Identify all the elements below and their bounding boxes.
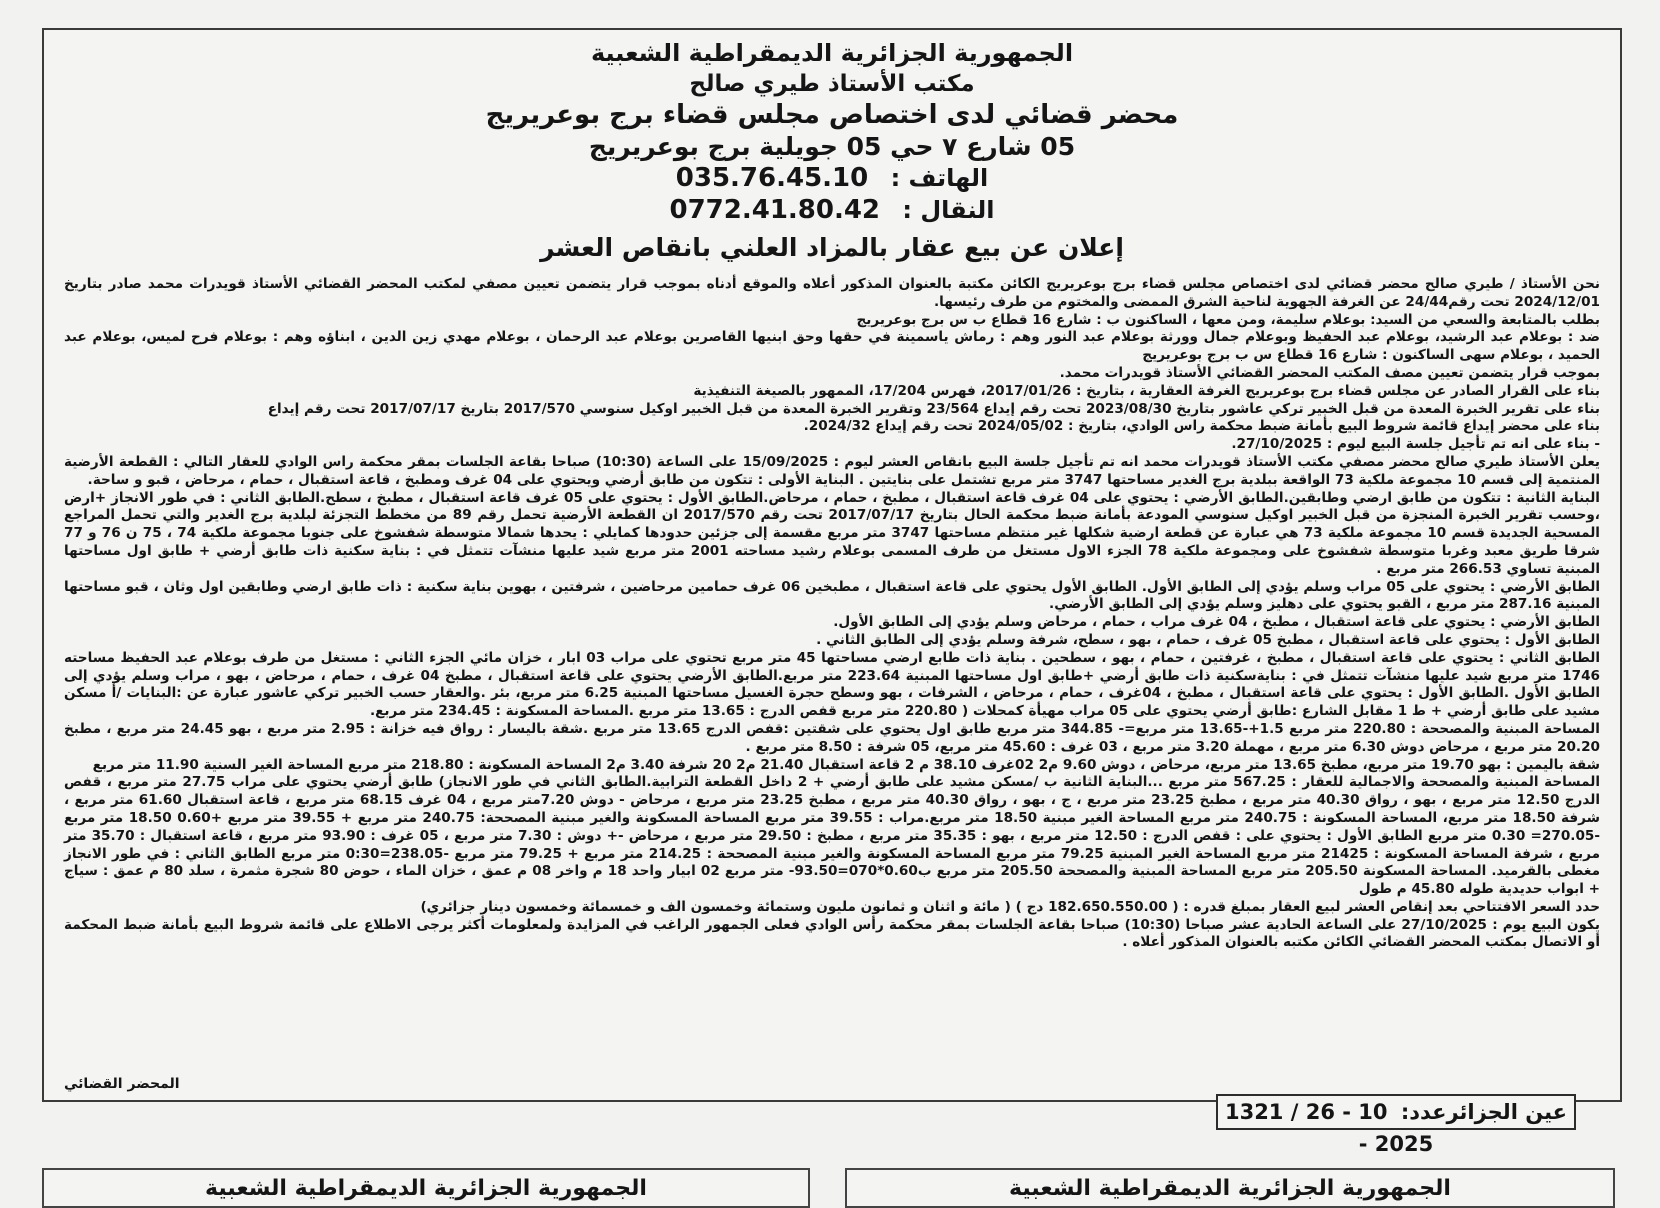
body-paragraph: الطابق الثاني : يحتوي على قاعة استقبال ، مطبخ ، غرفتين ، حمام ، بهو ، سطحين . بناية ذات طابع ارضي مساحتها 45 متر مربع تحتوي على مراب 03 ابار ، خزان مائي الجزء الثاني : مستغل من طرف بوعلام عبد الحفيظ مساحته 1746 متر مربع شيد عليها منشآت تتمثل في : بنايةسكنية ذات طابق أرضي +طابق اول مساحتها المبنية 223.64 متر مربع.الطابق الأرضي يحتوي على قاعة استقبال ، مطبخ 04 غرف ، حمام ، مرحاض ، بهو ، مراب وسلم يؤدي إلى الطابق الأول .الطابق الأول : يحتوي على قاعة استقبال ، مطبخ ، 04غرف ، حمام ، مرحاض ، الشرفات ، بهو وسطح حجرة الغسيل مساحتها المبنية 6.25 متر مربع، بئر .والعقار حسب الخبير تركي عاشور عبارة عن :البنايات /أ مسكن مشيد على طابق أرضي + ط 1 مقابل الشارع :طابق أرضي يحتوي على 05 مراب مهيأة كمحلات ( 220.80 متر مربع قفص الدرج : 13.65 متر مربع .المساحة المسكونة : 234.45 متر مربع. xyxy=(64,649,1601,720)
signature-label: المحضر القضائي xyxy=(64,1076,180,1092)
body-paragraph: بناء على القرار الصادر عن مجلس قضاء برج بوعريريج الغرفة العقارية ، بتاريخ : 2017/01/26، فهرس 17/204، الممهور بالصيغة التنفيذية xyxy=(693,382,1600,399)
body-paragraph: المساحة المبنية والمصححة والاجمالية للعقار : 567.25 متر مربع ...البناية الثانية ب /مسكن مشيد على طابق أرضي + 2 داخل القطعة الترابية.الطابق الثاني في طور الانجاز) طابق أرضي يحتوي على مراب 27.75 متر مربع ، قفص الدرج 12.50 متر مربع ، بهو ، رواق 40.30 متر مربع ، مطبخ 23.25 متر مربع ، ج ، بهو ، رواق 40.30 متر مربع ، مطبخ 23.25 متر مربع ، مرحاض - دوش 7.20متر مربع ، 04 غرف 68.15 متر مربع ، قاعة استقبال 61.60 متر مربع ، شرفة 18.50 متر مربع، المساحة المسكونة : 240.75 متر مربع المساحة الغير مبنية 18.50 متر مربع.مراب : 39.55 متر مربع المساحة المسكونة والغير مبنية المصححة: 240.75 متر مربع + 39.55 متر مربع +0.60 18.50 متر مربع -270.05= 0.30 متر مربع الطابق الأول : يحتوي على : قفص الدرج : 12.50 متر مربع ، بهو : 35.35 متر مربع ، مطبخ : 29.50 متر مربع ، مرحاض -+ دوش : 7.30 متر مربع ، 05 غرف : 93.90 متر مربع ، قاعة استقبال : 35.70 متر مربع ، شرفة المساحة المسكونة : 21425 متر مربع المساحة الغير المبنية 79.25 متر مربع المساحة المسكونة والغير مبنية المصححة : 214.25 متر مربع + 79.25 متر مربع -238.05=0:30 متر مربع الطابق الثاني : في طور الانجاز مغطى بالقرميد. المساحة المسكونة 205.50 متر مربع المساحة المبنية والمصححة 205.50 متر مربع ب0.60*070=93.50- متر مربع 02 ابيار واحد 18 م واخر 08 م عمق ، خزان الماء ، حوض 80 شجرة مثمرة ، سلد 80 م عمق : سياج + ابواب حديدية طوله 45.80 م طول xyxy=(64,774,1601,898)
notice-header xyxy=(44,38,1620,263)
next-ad-right-title: الجمهورية الجزائرية الديمقراطية الشعبية xyxy=(1009,1176,1451,1201)
notice-title: إعلان عن بيع عقار بالمزاد العلني بانقاص العشر xyxy=(540,233,1124,262)
body-paragraph: المساحة المبنية والمصححة : 220.80 متر مربع 1.5+-13.65 متر مربع=- 344.85 متر مربع طابق اول يحتوي على شقتين :قفص الدرج 13.65 متر مربع .شقة باليسار : رواق فيه خزانة : 2.95 متر مربع ، بهو 24.45 متر مربع ، مطبخ 20.20 متر مربع ، مرحاض دوش 6.30 متر مربع ، مهملة 3.20 متر مربع ، 03 غرف : 45.60 متر مربع، 05 شرفة : 8.50 متر مربع . xyxy=(64,720,1600,755)
body-paragraph: البناية الثانية : تتكون من طابق ارضي وطابقين.الطابق الأرضي : يحتوي على 04 غرف قاعة استقبال ، مطبخ ، حمام ، مرحاض.الطابق الأول : يحتوي على 05 غرف قاعة استقبال ، مطبخ ، سطح.الطابق الثاني : في طور الانجاز +ارض ،وحسب تقرير الخبرة المنجزة من قبل الخبير اوكيل سنوسي المودعة بأمانة ضبط محكمة الحال بتاريخ 2017/07/17 تحت رقم 2017/570 ان القطعة الأرضية تحمل رقم 89 من مخطط التجزئة لبلدية برج الغدير والتي تحمل المراجع المسحية الجديدة قسم 10 مجموعة ملكية 73 هي عبارة عن قطعة ارضية شكلها غير منتظم مساحتها 3747 متر مربع مقسمة إلى جزئين حدودها كمايلي : يحدها شمالا متوسطة شفشوخ على جنوبا مجموعة ملكية 74 ، 75 ن 76 و 77 شرقا طريق معبد وغربا متوسطة شفشوخ على ومجموعة ملكية 78 الجزء الاول مستغل من طرف المسمى بوعلام رشيد مساحته 2001 متر مربع شيد عليها منشآت تتمثل في : بناية سكنية ذات طابق أرضي + طابق اول مساحتها المبنية تساوي 266.53 متر مربع . xyxy=(64,489,1600,577)
next-ad-right xyxy=(845,1168,1615,1208)
body-paragraph: بناء على تقرير الخبرة المعدة من قبل الخبير تركي عاشور بتاريخ 2023/08/30 تحت رقم إيداع 23/564 وتقرير الخبرة المعدة من قبل الخبير اوكيل سنوسي 2017/570 بتاريخ 2017/07/17 تحت رقم إيداع xyxy=(267,400,1600,417)
republic-heading: الجمهورية الجزائرية الديمقراطية الشعبية xyxy=(590,39,1074,67)
publication-reference xyxy=(1216,1094,1576,1156)
body-paragraph: - بناء على انه تم تأجيل جلسة البيع ليوم : 27/10/2025. xyxy=(1231,436,1600,453)
body-paragraph: حدد السعر الافتتاحي بعد إنقاص العشر لبيع العقار بمبلغ قدره : ( 182.650.550.00 دج ) ( مائة و اثنان و ثمانون مليون وستمائة وخمسون الف و خمسمائة وخمسون دينار جزائري) xyxy=(420,898,1600,915)
body-paragraph: شقة باليمين : بهو 19.70 متر مربع، مطبخ 13.65 متر مربع، مرحاض ، دوش 9.60 م2 02غرف 38.10 م 2 قاعة استقبال 21.40 م2 20 شرفة 3.40 م2 المساحة المسكونة : 218.80 متر مربع المساحة الغير السنية 11.90 متر مربع xyxy=(92,756,1600,773)
body-paragraph: الطابق الأرضي : يحتوي على 05 مراب وسلم يؤدي إلى الطابق الأول. الطابق الأول يحتوي على قاعة استقبال ، مطبخين 06 غرف حمامين مرحاضين ، شرفتين ، بهوين بناية سكنية : ذات طابق ارضي وطابقين اول وثان ، قبو مساحتها المبنية 287.16 متر مربع ، القبو يحتوي على دهليز وسلم يؤدي إلى الطابق الأرضي. xyxy=(64,578,1600,613)
reference-label: عين الجزائرعدد: xyxy=(1400,1100,1568,1124)
office-heading: مكتب الأستاذ طيري صالح xyxy=(689,71,975,97)
phone-line xyxy=(44,162,1620,194)
body-paragraph: الطابق الأول : يحتوي على قاعة استقبال ، مطبخ 05 غرف ، حمام ، بهو ، سطح، شرفة وسلم يؤدي إلى الطابق الثاني . xyxy=(816,631,1600,648)
body-paragraph: يعلن الأستاذ طيري صالح محضر مصفي مكتب الأستاذ قويدرات محمد انه تم تأجيل جلسة البيع بانقاص العشر ليوم : 15/09/2025 على الساعة (10:30) صباحا بقاعة الجلسات بمقر محكمة راس الوادي للعقار التالي : القطعة الأرضية المنتمية إلى قسم 10 مجموعة ملكية 73 الواقعة ببلدية برج الغدير مساحتها 3747 متر مربع تشتمل على بنايتين . البناية الأولى : تتكون من طابق أرضي ويحتوي على 04 غرف ومطبخ ، قاعة استقبال ، حمام ، مرحاض ، قبو و ساحة. xyxy=(64,453,1600,488)
phone-label: الهاتف : xyxy=(890,164,989,192)
body-paragraph: بطلب بالمتابعة والسعي من السيد: بوعلام سليمة، ومن معها ، الساكنون ب : شارع 16 قطاع ب س برج بوعريريج xyxy=(856,311,1600,328)
body-paragraph: بموجب قرار يتضمن تعيين مصف المكتب المحضر القضائي الأستاذ قويدرات محمد. xyxy=(1059,364,1600,381)
notice-body xyxy=(64,276,1600,952)
next-ad-left-title: الجمهورية الجزائرية الديمقراطية الشعبية xyxy=(205,1176,647,1201)
body-paragraph: بناء على محضر إيداع قائمة شروط البيع بأمانة ضبط محكمة راس الوادي، بتاريخ : 2024/05/02 تحت رقم إيداع 2024/32. xyxy=(803,418,1600,435)
address-heading: 05 شارع ٧ حي 05 جويلية برج بوعريريج xyxy=(588,132,1076,161)
body-paragraph: يكون البيع يوم : 27/10/2025 على الساعة الحادية عشر صباحا (10:30) صباحا بقاعة الجلسات بمقر محكمة رأس الوادي فعلى الجمهور الراغب في المزايدة ولمعلومات أكثر يرجى الاطلاع على قائمة شروط البيع بأمانة ضبط المحكمة أو الاتصال بمكتب المحضر القضائي الكائن مكتبه بالعنوان المذكور أعلاه . xyxy=(64,916,1600,951)
legal-notice-frame xyxy=(42,28,1622,1102)
reference-value: 1321 / 26 - 10 - 2025 xyxy=(1224,1100,1434,1156)
body-paragraph: نحن الأستاذ / طيري صالح محضر قضائي لدى اختصاص مجلس قضاء برج بوعريريج الكائن مكتبة بالعنوان المذكور أعلاه والموقع أدناه بموجب قرار يتضمن تعيين مصفي لمكتب المحضر القضائي الأستاذ قويدرات محمد صادر بتاريخ 2024/12/01 تحت رقم24/44 عن الغرفة الجهوية لناحية الشرق الممضى والمختوم من طرف رئيسها. xyxy=(64,276,1600,310)
body-paragraph: الطابق الأرضي : يحتوي على قاعة استقبال ، مطبخ ، 04 غرف مراب ، حمام ، مرحاض وسلم يؤدي إلى الطابق الأول. xyxy=(833,614,1600,631)
next-ad-left xyxy=(42,1168,810,1208)
phone-number: 035.76.45.10 xyxy=(675,163,869,193)
mobile-line xyxy=(44,194,1620,226)
mobile-number: 0772.41.80.42 xyxy=(669,195,881,225)
court-heading: محضر قضائي لدى اختصاص مجلس قضاء برج بوعريريج xyxy=(485,100,1179,130)
body-paragraph: ضد : بوعلام عبد الرشيد، بوعلام عبد الحفيظ وبوعلام جمال وورثة بوعلام عبد النور وهم : رماش ياسمينة في حقها وحق ابنيها القاصرين بوعلام عبد الرحمان ، بوعلام مهدي زين الدين ، ابناؤه وهم : بوعلام فرح لميس، بوعلام عبد الحميد ، بوعلام سهى الساكنون : شارع 16 قطاع س ب برج بوعريريج xyxy=(64,329,1600,364)
mobile-label: النقال : xyxy=(902,196,995,224)
